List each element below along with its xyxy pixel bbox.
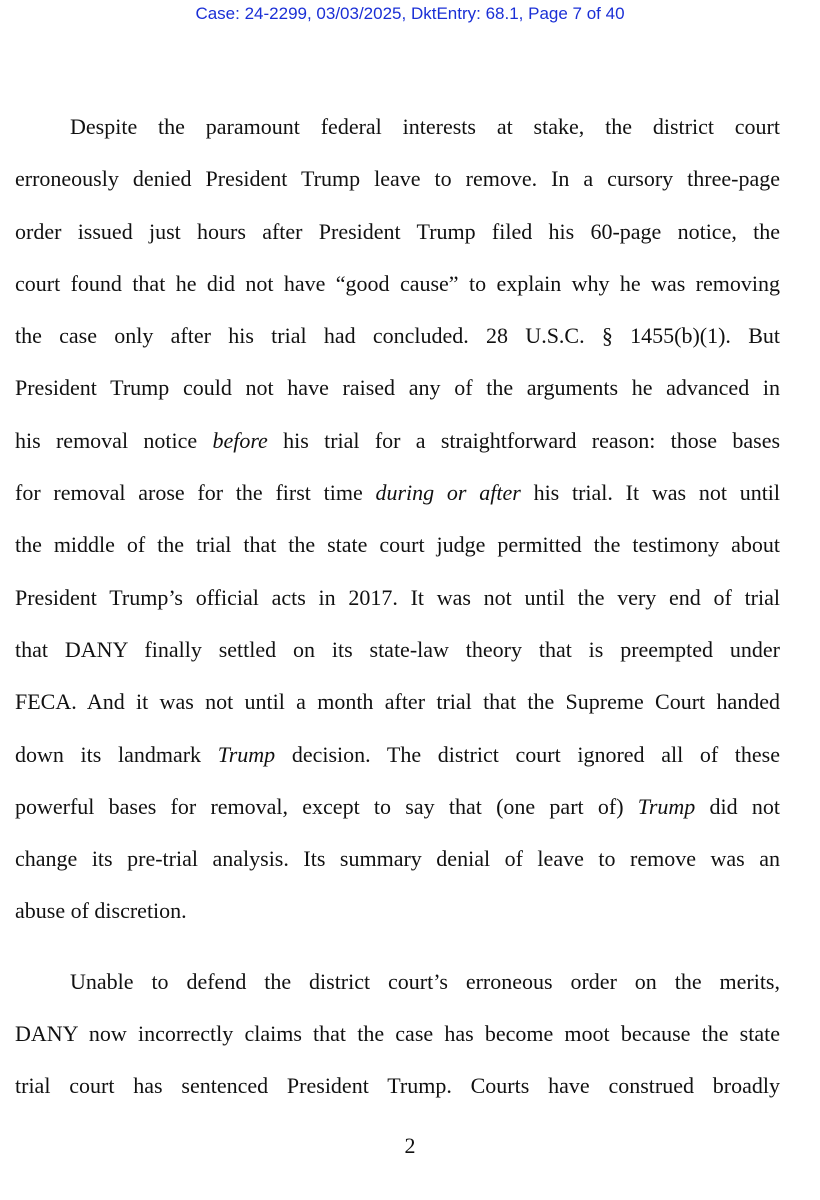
text-segment: for removal arose for the first time [15, 480, 363, 506]
text-line: FECA. And it was not until a month after trial that the Supreme Court handed [15, 689, 780, 715]
page-number: 2 [404, 1133, 416, 1158]
paragraph-gap [15, 944, 780, 962]
text-segment: did not [709, 793, 781, 819]
text-segment: decision. The district court ignored all of these [291, 741, 781, 767]
text-line: abuse of discretion. [15, 898, 187, 924]
case-header: Case: 24-2299, 03/03/2025, DktEntry: 68.1, Page 7 of 40 [195, 4, 625, 23]
text-line: Despite the paramount federal interests at stake, the district court [70, 114, 780, 139]
italic-text: Trump [637, 793, 696, 819]
text-line: court found that he did not have “good cause” to explain why he was removing [15, 270, 780, 296]
text-line: change its pre-trial analysis. Its summary denial of leave to remove was an [15, 846, 780, 872]
text-line: President Trump’s official acts in 2017. It was not until the very end of trial [15, 584, 780, 610]
text-line: erroneously denied President Trump leave to remove. In a cursory three-page [15, 166, 780, 192]
text-line [15, 787, 780, 839]
italic-text: Trump [217, 741, 276, 767]
document-body [15, 107, 780, 1119]
text-segment: powerful bases for removal, except to say that (one part of) [15, 793, 624, 819]
text-line [15, 735, 780, 787]
italic-text: during or after [375, 480, 521, 506]
text-segment: his removal notice [15, 427, 198, 453]
text-line [15, 421, 780, 473]
italic-text: before [212, 427, 268, 453]
text-line: order issued just hours after President Trump filed his 60-page notice, the [15, 218, 780, 244]
text-line: the case only after his trial had concluded. 28 U.S.C. § 1455(b)(1). But [15, 323, 780, 349]
text-line [15, 473, 780, 525]
paragraph-1 [15, 107, 780, 944]
text-line: trial court has sentenced President Trump. Courts have construed broadly [15, 1073, 780, 1099]
text-line: the middle of the trial that the state court judge permitted the testimony about [15, 532, 780, 558]
text-line: President Trump could not have raised any of the arguments he advanced in [15, 375, 780, 401]
text-line: that DANY finally settled on its state-law theory that is preempted under [15, 636, 780, 662]
text-line: DANY now incorrectly claims that the case has become moot because the state [15, 1021, 780, 1047]
text-line: Unable to defend the district court’s erroneous order on the merits, [70, 968, 780, 994]
paragraph-2 [15, 962, 780, 1119]
text-segment: his trial for a straightforward reason: those bases [283, 427, 781, 453]
text-segment: his trial. It was not until [533, 480, 781, 506]
text-segment: down its landmark [15, 741, 202, 767]
